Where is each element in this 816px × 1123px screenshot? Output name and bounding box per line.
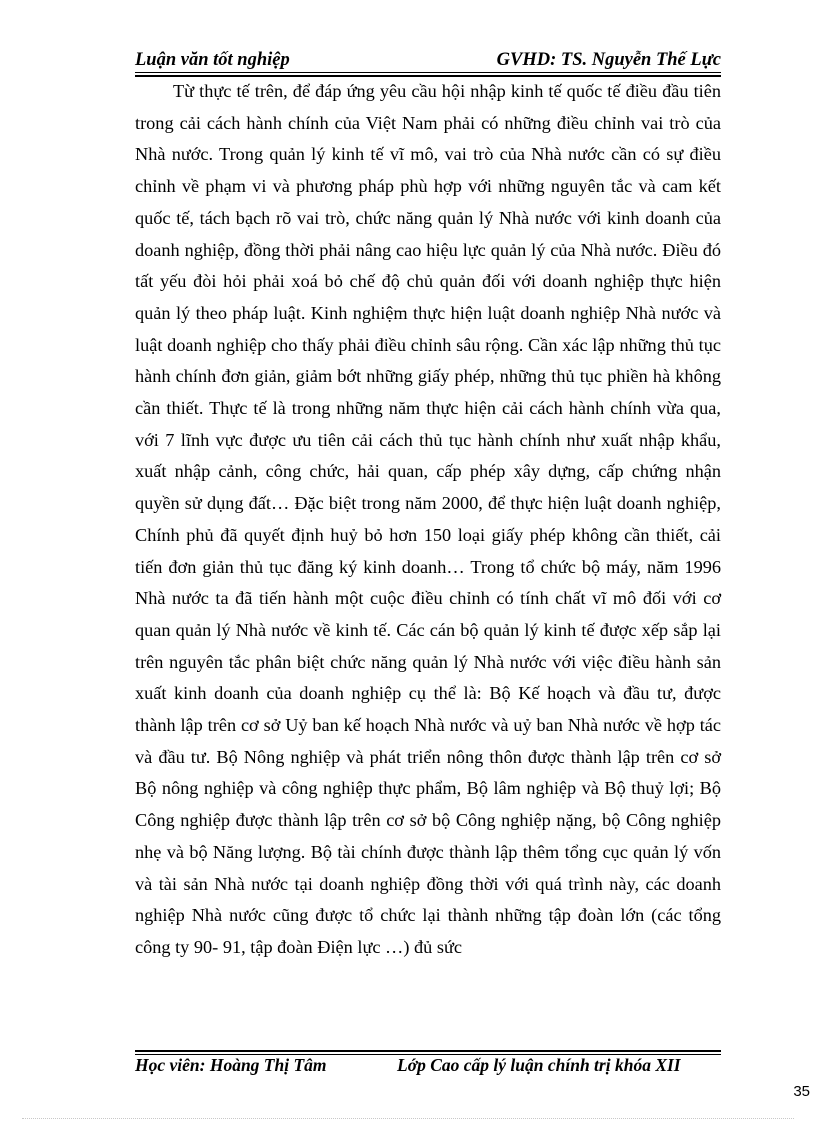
footer-class: Lớp Cao cấp lý luận chính trị khóa XII (397, 1055, 681, 1075)
header-thesis-label: Luận văn tốt nghiệp (135, 50, 290, 70)
body-paragraph: Từ thực tế trên, để đáp ứng yêu cầu hội nhập kinh tế quốc tế điều đầu tiên trong cải cách hành chính của Việt Nam phải có những điều chỉnh vai trò của Nhà nước. Trong quản lý kinh tế vĩ mô, vai trò của Nhà nước cần có sự điều chỉnh về phạm vi và phương pháp phù hợp với những nguyên tắc và cam kết quốc tế, tách bạch rõ vai trò, chức năng quản lý Nhà nước với kinh doanh của doanh nghiệp, đồng thời phải nâng cao hiệu lực quản lý của Nhà nước. Điều đó tất yếu đòi hỏi phải xoá bỏ chế độ chủ quản đối với doanh nghiệp thực hiện quản lý theo pháp luật. Kinh nghiệm thực hiện luật doanh nghiệp Nhà nước và luật doanh nghiệp cho thấy phải điều chỉnh sâu rộng. Cần xác lập những thủ tục hành chính đơn giản, giảm bớt những giấy phép, những thủ tục phiền hà không cần thiết. Thực tế là trong những năm thực hiện cải cách hành chính vừa qua, với 7 lĩnh vực được ưu tiên cải cách thủ tục hành chính như xuất nhập khẩu, xuất nhập cảnh, công chức, hải quan, cấp phép xây dựng, cấp chứng nhận quyền sử dụng đất… Đặc biệt trong năm 2000, để thực hiện luật doanh nghiệp, Chính phủ đã quyết định huỷ bỏ hơn 150 loại giấy phép không cần thiết, cải tiến đơn giản thủ tục đăng ký kinh doanh… Trong tổ chức bộ máy, năm 1996 Nhà nước ta đã tiến hành một cuộc điều chỉnh có tính chất vĩ mô đối với cơ quan quản lý Nhà nước về kinh tế. Các cán bộ quản lý kinh tế được xếp sắp lại trên nguyên tắc phân biệt chức năng quản lý Nhà nước với việc điều hành sản xuất kinh doanh của doanh nghiệp cụ thể là: Bộ Kế hoạch và đầu tư, được thành lập trên cơ sở Uỷ ban kế hoạch Nhà nước và uỷ ban Nhà nước về hợp tác và đầu tư. Bộ Nông nghiệp và phát triển nông thôn được thành lập trên cơ sở Bộ nông nghiệp và công nghiệp thực phẩm, Bộ lâm nghiệp và Bộ thuỷ lợi; Bộ Công nghiệp được thành lập trên cơ sở bộ Công nghiệp nặng, bộ Công nghiệp nhẹ và bộ Năng lượng. Bộ tài chính được thành lập thêm tổng cục quản lý vốn và tài sản Nhà nước tại doanh nghiệp đồng thời với quá trình này, các doanh nghiệp Nhà nước cũng được tổ chức lại thành những tập đoàn lớn (các tổng công ty 90- 91, tập đoàn Điện lực …) đủ sức (135, 81, 721, 957)
header-advisor: GVHD: TS. Nguyễn Thế Lực (496, 50, 721, 70)
page-number: 35 (793, 1083, 810, 1100)
footer-student: Học viên: Hoàng Thị Tâm (135, 1055, 327, 1075)
footer-divider-thick (135, 1050, 721, 1052)
page-footer (135, 1055, 721, 1079)
page-boundary (22, 1118, 794, 1119)
header-divider-thin (135, 72, 721, 73)
page-header (135, 46, 721, 74)
